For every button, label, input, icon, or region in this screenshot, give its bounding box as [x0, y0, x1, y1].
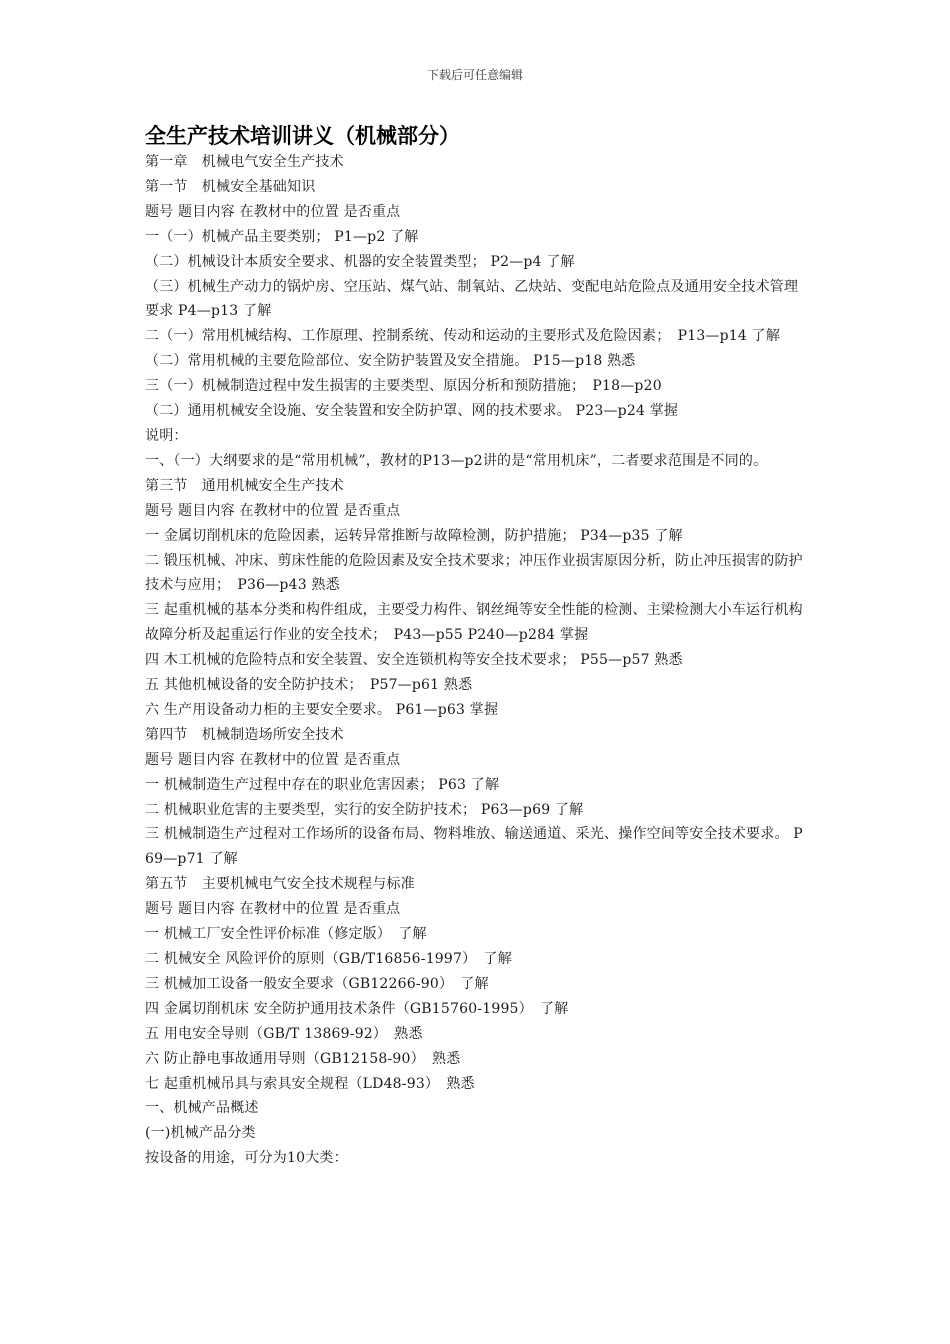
text-line: 二 机械安全 风险评价的原则（GB/T16856-1997） 了解 [145, 951, 512, 967]
text-line: 题号 题目内容 在教材中的位置 是否重点 [145, 901, 401, 918]
text-line: 题号 题目内容 在教材中的位置 是否重点 [145, 751, 401, 768]
text-line: 七 起重机械吊具与索具安全规程（LD48-93） 熟悉 [145, 1075, 475, 1092]
text-line: 四 木工机械的危险特点和安全装置、安全连锁机构等安全技术要求； P55—p57 熟悉 [145, 652, 683, 669]
document-title: 全生产技术培训讲义（机械部分） [145, 124, 460, 148]
text-line: （三）机械生产动力的锅炉房、空压站、煤气站、制氧站、乙炔站、变配电站危险点及通用安全技术管理要求 P4—p13 了解 [145, 278, 799, 320]
text-line: 二（一）常用机械结构、工作原理、控制系统、传动和运动的主要形式及危险因素； P13—p14 了解 [145, 328, 781, 345]
text-line: 题号 题目内容 在教材中的位置 是否重点 [145, 203, 401, 220]
text-line: 一 金属切削机床的危险因素，运转异常推断与故障检测，防护措施； P34—p35 了解 [145, 527, 683, 544]
text-line: 第三节 通用机械安全生产技术 [145, 477, 344, 494]
text-line: 第五节 主要机械电气安全技术规程与标准 [145, 876, 415, 893]
text-line: 一、（一）大纲要求的是“常用机械”，教材的P13—p2讲的是“常用机床”，二者要求范围是不同的。 [145, 452, 768, 469]
text-line: 五 其他机械设备的安全防护技术； P57—p61 熟悉 [145, 677, 473, 694]
text-line: 六 防止静电事故通用导则（GB12158-90） 熟悉 [145, 1050, 461, 1067]
text-line: 第一节 机械安全基础知识 [145, 178, 316, 195]
text-line: （二）通用机械安全设施、安全装置和安全防护罩、网的技术要求。 P23—p24 掌握 [145, 403, 679, 420]
text-line: 三 起重机械的基本分类和构件组成，主要受力构件、钢丝绳等安全性能的检测、主梁检测大小车运行机构故障分析及起重运行作业的安全技术； P43—p55 P240—p284 掌握 [145, 602, 803, 644]
text-line: (一)机械产品分类 [145, 1125, 256, 1142]
text-line: （二）常用机械的主要危险部位、安全防护装置及安全措施。 P15—p18 熟悉 [145, 353, 636, 370]
text-line: 二 机械职业危害的主要类型，实行的安全防护技术； P63—p69 了解 [145, 801, 584, 818]
text-line: 一、机械产品概述 [145, 1100, 259, 1117]
text-line: 三 机械加工设备一般安全要求（GB12266-90） 了解 [145, 975, 489, 992]
text-line: 按设备的用途，可分为10大类： [145, 1150, 348, 1167]
text-line: 二 锻压机械、冲床、剪床性能的危险因素及安全技术要求；冲压作业损害原因分析，防止冲压损害的防护技术与应用； P36—p43 熟悉 [145, 552, 803, 594]
text-line: 五 用电安全导则（GB/T 13869-92） 熟悉 [145, 1025, 423, 1042]
page-header-note: 下载后可任意编辑 [426, 68, 523, 82]
text-line: （二）机械设计本质安全要求、机器的安全装置类型； P2—p4 了解 [145, 253, 575, 270]
text-line: 四 金属切削机床 安全防护通用技术条件（GB15760-1995） 了解 [145, 1000, 569, 1017]
text-line: 一 机械制造生产过程中存在的职业危害因素； P63 了解 [145, 776, 500, 793]
text-line: 题号 题目内容 在教材中的位置 是否重点 [145, 502, 401, 519]
text-line: 第四节 机械制造场所安全技术 [145, 726, 344, 743]
text-line: 一（一）机械产品主要类别； P1—p2 了解 [145, 228, 419, 245]
text-line: 六 生产用设备动力柜的主要安全要求。 P61—p63 掌握 [145, 701, 499, 718]
text-line: 第一章 机械电气安全生产技术 [145, 154, 344, 170]
text-line: 说明： [145, 427, 188, 444]
text-line: 三 机械制造生产过程对工作场所的设备布局、物料堆放、输送通道、采光、操作空间等安全技术要求。 P69—p71 了解 [145, 826, 803, 868]
text-line: 三（一）机械制造过程中发生损害的主要类型、原因分析和预防措施； P18—p20 [145, 378, 662, 395]
text-line: 一 机械工厂安全性评价标准（修定版） 了解 [145, 926, 427, 943]
document-body [145, 122, 810, 1171]
document-lines [145, 150, 810, 1171]
